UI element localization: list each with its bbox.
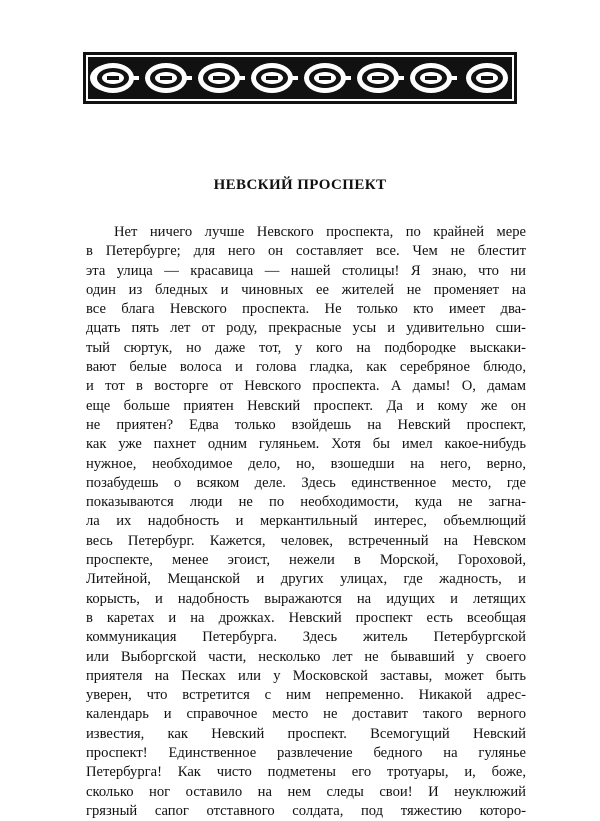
text-line: один из бледных и чиновных ее жителей не променяет на [86, 281, 526, 298]
text-line: позабудешь о всяком деле. Здесь единственное место, где [86, 474, 526, 491]
text-line: Петербурга! Как чисто подметены его тротуары, и, боже, [86, 764, 526, 781]
text-line: проспект! Единственное развлечение бедного на гулянье [86, 745, 526, 762]
text-line: еще больше приятен Невский проспект. Да и кому же он [86, 397, 526, 414]
text-line: ла их надобность и меркантильный интерес, объемлющий [86, 513, 526, 530]
text-line: и тот в восторге от Невского проспекта. А дамы! О, дамам [86, 378, 526, 395]
text-line: вают белые волоса и голова гладка, как серебряное блюдо, [86, 359, 526, 376]
text-line: нужное, необходимое дело, но, взошедши на него, верно, [86, 455, 526, 472]
text-line: проспекте, менее эгоист, нежели в Морской, Гороховой, [86, 552, 526, 569]
text-line: тый сюртук, но даже тот, у кого на подбородке выскаки- [86, 339, 526, 356]
decorative-border-ornament-icon [83, 52, 517, 104]
text-line: дцать пять лет от роду, прекрасные усы и удивительно сши- [86, 320, 526, 337]
text-line: календарь и справочное место не доставит такого верного [86, 706, 526, 723]
text-line: или Выборгской части, несколько лет не бывавший у своего [86, 648, 526, 665]
text-line: в каретах и на дрожках. Невский проспект есть всеобщая [86, 609, 526, 626]
text-line: корысть, и надобность выражаются на идущих и летящих [86, 590, 526, 607]
text-line: весь Петербург. Кажется, человек, встреченный на Невском [86, 532, 526, 549]
text-line: в Петербурге; для него он составляет все. Чем не блестит [86, 243, 526, 260]
text-line: как уже пахнет одним гуляньем. Хотя бы имел какое-нибудь [86, 436, 526, 453]
text-line: все блага Невского проспекта. Не только кто имеет два- [86, 301, 526, 318]
text-line: Нет ничего лучше Невского проспекта, по крайней мере [114, 224, 526, 240]
text-line: уверен, что встретится с ним непременно. Никакой адрес- [86, 687, 526, 704]
body-text [86, 223, 526, 821]
chapter-title: НЕВСКИЙ ПРОСПЕКТ [213, 177, 387, 193]
text-line: показываются люди не по необходимости, куда не загна- [86, 494, 526, 511]
text-line: Литейной, Мещанской и других улицах, где жадность, и [86, 571, 526, 588]
text-line: сколько ног оставило на нем следы свои! И неуклюжий [86, 783, 526, 800]
text-line: коммуникация Петербурга. Здесь житель Петербургской [86, 629, 526, 646]
text-line: эта улица — красавица — нашей столицы! Я знаю, что ни [86, 262, 526, 279]
text-line: приятеля на Песках или у Московской заставы, может быть [86, 667, 526, 684]
text-line: грязный сапог отставного солдата, под тяжестию которо- [86, 802, 526, 819]
text-line: известия, как Невский проспект. Всемогущий Невский [86, 725, 526, 742]
text-line: не приятен? Едва только взойдешь на Невский проспект, [86, 416, 526, 433]
